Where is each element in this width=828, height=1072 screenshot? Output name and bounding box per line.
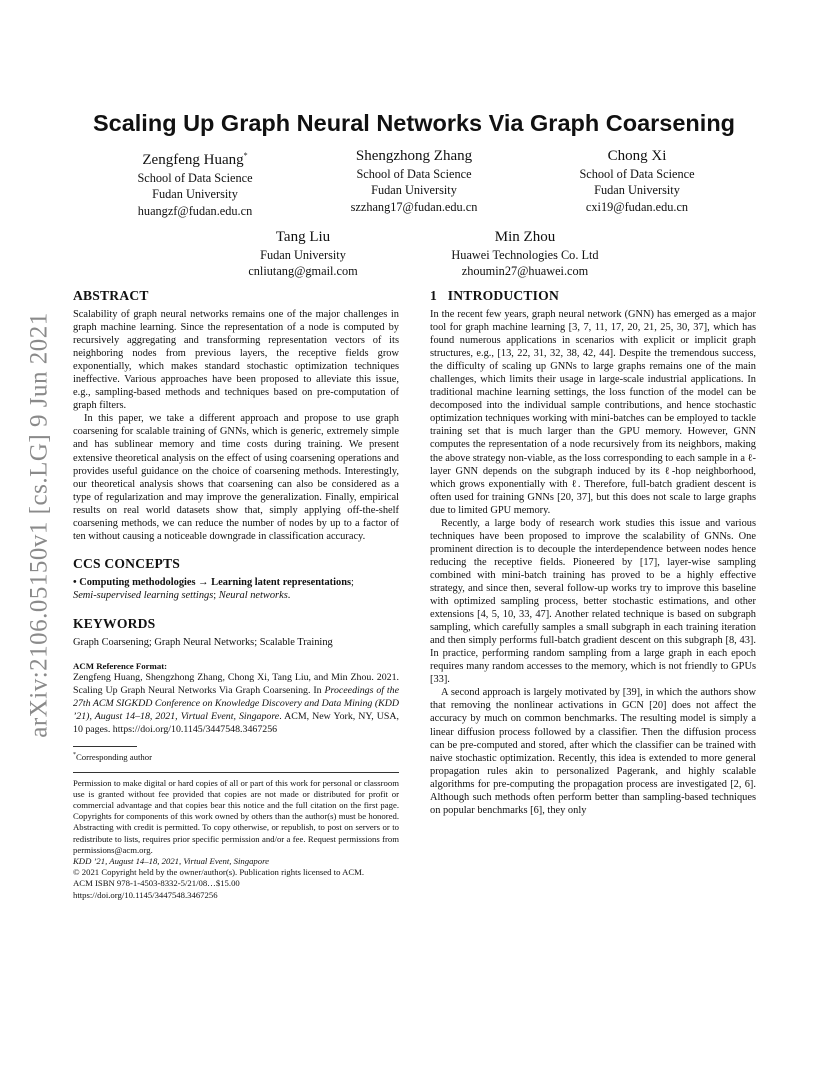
abstract-paragraph: Scalability of graph neural networks remains one of the major challenges in graph machine learning. Since the representation of a node is computed by recursively aggregating and transforming representation vectors of its neighboring nodes from previous layers, the receptive fields grow exponentially, which makes standard stochastic optimization techniques ineffective. Various approaches have been proposed to alleviate this issue, e.g., sampling-based methods and techniques based on pre-computation of graph filters. [73, 309, 399, 412]
permission-text: Permission to make digital or hard copies of all or part of this work for personal or classroom use is granted without fee provided that copies are not made or distributed for profit or commercial advantage and that copies bear this notice and the full citation on the first page. Copyrights for components of this work owned by others than the author(s) must be honored. Abstracting with credit is permitted. To copy otherwise, or republish, to post on servers or to redistribute to lists, requires prior specific permission and/or a fee. Request permissions from permissions@acm.org. [73, 777, 399, 855]
right-column [430, 287, 756, 817]
author-affiliation: School of Data Science [579, 167, 695, 181]
author-name: Zengfeng Huang* [142, 151, 248, 168]
ccs-separator: ; [213, 589, 219, 601]
author-block [395, 227, 655, 280]
intro-paragraph: A second approach is largely motivated by [39], in which the authors show that removing the nonlinear activations in GCN [20] does not affect the accuracy by much on common benchmarks. The resulting model is simply a linear diffusion process followed by a classifier. Then the diffusion process can be pre-computed and stored, after which the classifier can be trained with naive stochastic optimization. Recently, this idea is extended to more general propagation rules akin to personalized Pagerank, and highly scalable algorithms for pre-computing the propagation process are investigated [2, 6]. Although such methods often perform better than sampling-based techniques on popular benchmarks [6], they only [430, 687, 756, 816]
acm-ref-heading: ACM Reference Format: [73, 660, 168, 671]
author-email: cxi19@fudan.edu.cn [585, 199, 689, 214]
ccs-concepts [73, 576, 399, 602]
author-affiliation: School of Data Science [137, 171, 253, 185]
ccs-secondary: Neural networks [218, 589, 288, 601]
author-affiliation: Fudan University [260, 248, 346, 262]
author-name: Min Zhou [494, 229, 556, 245]
author-email: zhoumin27@huawei.com [461, 264, 589, 279]
footnote-rule [73, 746, 137, 747]
author-block [507, 146, 767, 215]
conference-info: KDD ’21, August 14–18, 2021, Virtual Event, Singapore [73, 856, 270, 867]
ccs-primary: • Computing methodologies → Learning latent representations [73, 576, 352, 588]
acm-ref-authors: Zengfeng Huang, Shengzhong Zhang, Chong Xi, Tang Liu, and Min Zhou. 2021. Scaling Up Graph Neural Networks Via Graph Coarsening. In [73, 671, 399, 696]
intro-paragraph: Recently, a large body of research work studies this issue and various techniques have been proposed to improve the scalability of GNNs. One prominent direction is to decouple the interdependence between nodes hence reducing the receptive fields. Pioneered by [17], layer-wise sampling combined with mini-batch training has proved to be a highly effective strategy, and since then, several follow-up works try to improve this baseline with optimized sampling process, better stochastic estimations, and other extensions [4, 5, 10, 33, 47]. Another related technique is based on subgraph sampling, which carefully samples a small subgraph in each training iteration and then simply performs full-batch gradient descent on this subgraph [8, 43]. In practice, performing random sampling from a large graph in each epoch requires many random accesses to the memory, which is not friendly to GPUs [33]. [430, 517, 756, 686]
footnote-mark: * [243, 151, 248, 160]
author-institution: Fudan University [371, 183, 457, 198]
acm-reference [73, 672, 399, 737]
author-name: Tang Liu [275, 229, 331, 245]
author-email: huangzf@fudan.edu.cn [137, 203, 253, 218]
author-institution: Fudan University [594, 183, 680, 198]
ccs-secondary: Semi-supervised learning settings [73, 589, 214, 601]
author-email: cnliutang@gmail.com [248, 264, 358, 279]
author-email: szzhang17@fudan.edu.cn [350, 199, 478, 214]
arxiv-id-text: arXiv:2106.05150v1 [cs.LG] 9 Jun 2021 [26, 312, 53, 738]
keywords-text: Graph Coarsening; Graph Neural Networks; Scalable Training [73, 636, 333, 648]
ccs-separator: ; [351, 576, 354, 588]
author-block [173, 227, 433, 280]
footnote-mark: * [73, 751, 76, 758]
keywords-heading: KEYWORDS [73, 615, 156, 631]
introduction-heading: 1 INTRODUCTION [430, 288, 559, 303]
doi-line: https://doi.org/10.1145/3447548.3467256 [73, 889, 218, 900]
footnote [73, 750, 399, 763]
permission-rule [73, 772, 399, 773]
left-column [73, 287, 399, 901]
abstract-paragraph: In this paper, we take a different approach and propose to use graph coarsening for scalable training of GNNs, which is generic, extremely simple and has sublinear memory and time costs during training. We present extensive theoretical analysis on the effect of using coarsening operations and provides useful guidance on the choice of coarsening methods. Interestingly, our theoretical analysis shows that coarsening can also be considered as a type of regularization and may improve the generalization. Finally, empirical results on real world datasets show that, simply applying off-the-shelf coarsening methods, we can reduce the number of nodes by up to a factor of ten without causing a noticeable downgrade in classification accuracy. [73, 413, 399, 542]
author-affiliation: Huawei Technologies Co. Ltd [451, 248, 599, 262]
ccs-heading: CCS CONCEPTS [73, 555, 181, 571]
author-block [284, 146, 544, 215]
abstract-heading: ABSTRACT [73, 288, 149, 303]
copyright-line: © 2021 Copyright held by the owner/author(s). Publication rights licensed to ACM. [73, 867, 365, 878]
acm-ref-venue: Proceedings of the 27th ACM SIGKDD Conference on Knowledge Discovery and Data Mining (KDD ’21), August 14–18, 2021, Virtual Event, Singapore [73, 684, 399, 722]
author-institution: Fudan University [152, 187, 238, 202]
acm-ref-tail: . ACM, New York, NY, USA, 10 pages. https://doi.org/10.1145/3447548.3467256 [73, 710, 399, 735]
author-name: Shengzhong Zhang [355, 148, 473, 164]
author-name: Chong Xi [607, 148, 667, 164]
ccs-end: . [287, 589, 291, 601]
author-affiliation: School of Data Science [356, 167, 472, 181]
footnote-text: Corresponding author [76, 751, 153, 762]
paper-title: Scaling Up Graph Neural Networks Via Graph Coarsening [92, 110, 736, 136]
intro-paragraph: In the recent few years, graph neural network (GNN) has emerged as a major tool for graph machine learning [3, 7, 11, 17, 20, 21, 25, 30, 37], which has found numerous applications in scenarios with explicit or implicit graph structures, e.g., [13, 22, 31, 32, 38, 42, 44]. Despite the tremendous success, the difficulty of scaling up GNNs to large graphs remains one of the main challenges, which limits their usage in large-scale industrial applications. In traditional machine learning settings, the loss function of the model can be decomposed into the individual sample contributions, and hence stochastic optimization techniques working with mini-batches can be employed to tackle training set that is much larger than the GPU memory. However, GNN computes the representation of a node recursively from its neighbors, making the above strategy non-viable, as the loss corresponding to each sample in a ℓ-layer GNN depends on the subgraph induced by its ℓ-hop neighborhood, which grows exponentially with ℓ. Therefore, full-batch gradient descent is often used for training GNNs [20, 37], but this does not scale to large graphs due to limited GPU memory. [430, 309, 756, 516]
permission-block [73, 778, 399, 901]
arxiv-identifier [20, 290, 60, 760]
isbn-line: ACM ISBN 978-1-4503-8332-5/21/08…$15.00 [73, 878, 240, 889]
